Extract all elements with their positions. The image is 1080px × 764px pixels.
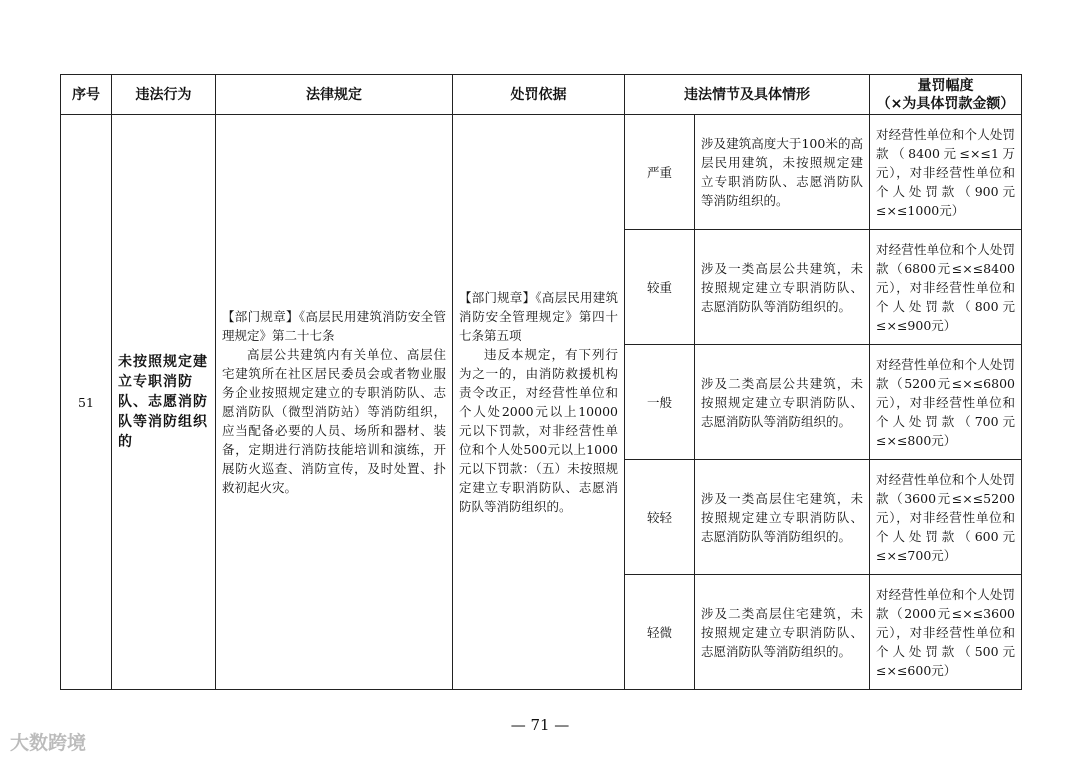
level: 较轻 (625, 460, 695, 575)
basis-text: 违反本规定，有下列行为之一的，由消防救援机构责令改正，对经营性单位和个人处2000元以上10000元以下罚款，对非经营性单位和个人处500元以上1000元以下罚款：（五）未按照规定建立专职消防队、志愿消防队等消防组织的。 (459, 347, 618, 514)
detail: 涉及一类高层住宅建筑，未按照规定建立专职消防队、志愿消防队等消防组织的。 (695, 460, 870, 575)
basis-title: 【部门规章】《高层民用建筑消防安全管理规定》第四十七条第五项 (459, 290, 618, 343)
header-no: 序号 (61, 75, 112, 115)
law-provision (216, 115, 453, 690)
penalty: 对经营性单位和个人处罚款（6800元≤×≤8400元），对非经营性单位和个人处罚款（800元≤×≤900元） (870, 230, 1022, 345)
penalty: 对经营性单位和个人处罚款（3600元≤×≤5200元），对非经营性单位和个人处罚款（600元≤×≤700元） (870, 460, 1022, 575)
header-range-title: 量罚幅度 (917, 77, 974, 94)
level: 严重 (625, 115, 695, 230)
detail: 涉及二类高层住宅建筑，未按照规定建立专职消防队、志愿消防队等消防组织的。 (695, 575, 870, 690)
detail: 涉及一类高层公共建筑，未按照规定建立专职消防队、志愿消防队等消防组织的。 (695, 230, 870, 345)
header-law: 法律规定 (216, 75, 453, 115)
header-act: 违法行为 (112, 75, 216, 115)
header-range-note: （×为具体罚款金额） (876, 95, 1015, 112)
watermark-logo: 大数跨境 (10, 732, 87, 754)
violation-act: 未按照规定建立专职消防队、志愿消防队等消防组织的 (112, 115, 216, 690)
detail: 涉及建筑高度大于100米的高层民用建筑，未按照规定建立专职消防队、志愿消防队等消防组织的。 (695, 115, 870, 230)
penalty: 对经营性单位和个人处罚款（8400元≤×≤1万元），对非经营性单位和个人处罚款（900元≤×≤1000元） (870, 115, 1022, 230)
law-text: 高层公共建筑内有关单位、高层住宅建筑所在社区居民委员会或者物业服务企业按照规定建立的专职消防队、志愿消防队（微型消防站）等消防组织，应当配备必要的人员、场所和器材、装备，定期进行消防技能培训和演练，开展防火巡查、消防宣传，及时处置、扑救初起火灾。 (222, 347, 446, 495)
level: 较重 (625, 230, 695, 345)
penalty-table (60, 74, 1022, 690)
row-number: 51 (61, 115, 112, 690)
page-number: — 71 — (510, 716, 570, 734)
detail: 涉及二类高层公共建筑，未按照规定建立专职消防队、志愿消防队等消防组织的。 (695, 345, 870, 460)
level: 轻微 (625, 575, 695, 690)
penalty: 对经营性单位和个人处罚款（5200元≤×≤6800元），对非经营性单位和个人处罚款（700元≤×≤800元） (870, 345, 1022, 460)
law-title: 【部门规章】《高层民用建筑消防安全管理规定》第二十七条 (222, 309, 446, 343)
header-basis: 处罚依据 (453, 75, 625, 115)
header-range (870, 75, 1022, 115)
header-circumstance: 违法情节及具体情形 (625, 75, 870, 115)
penalty-basis (453, 115, 625, 690)
level: 一般 (625, 345, 695, 460)
table-row (61, 115, 1022, 230)
penalty: 对经营性单位和个人处罚款（2000元≤×≤3600元），对非经营性单位和个人处罚款（500元≤×≤600元） (870, 575, 1022, 690)
header-row (61, 75, 1022, 115)
